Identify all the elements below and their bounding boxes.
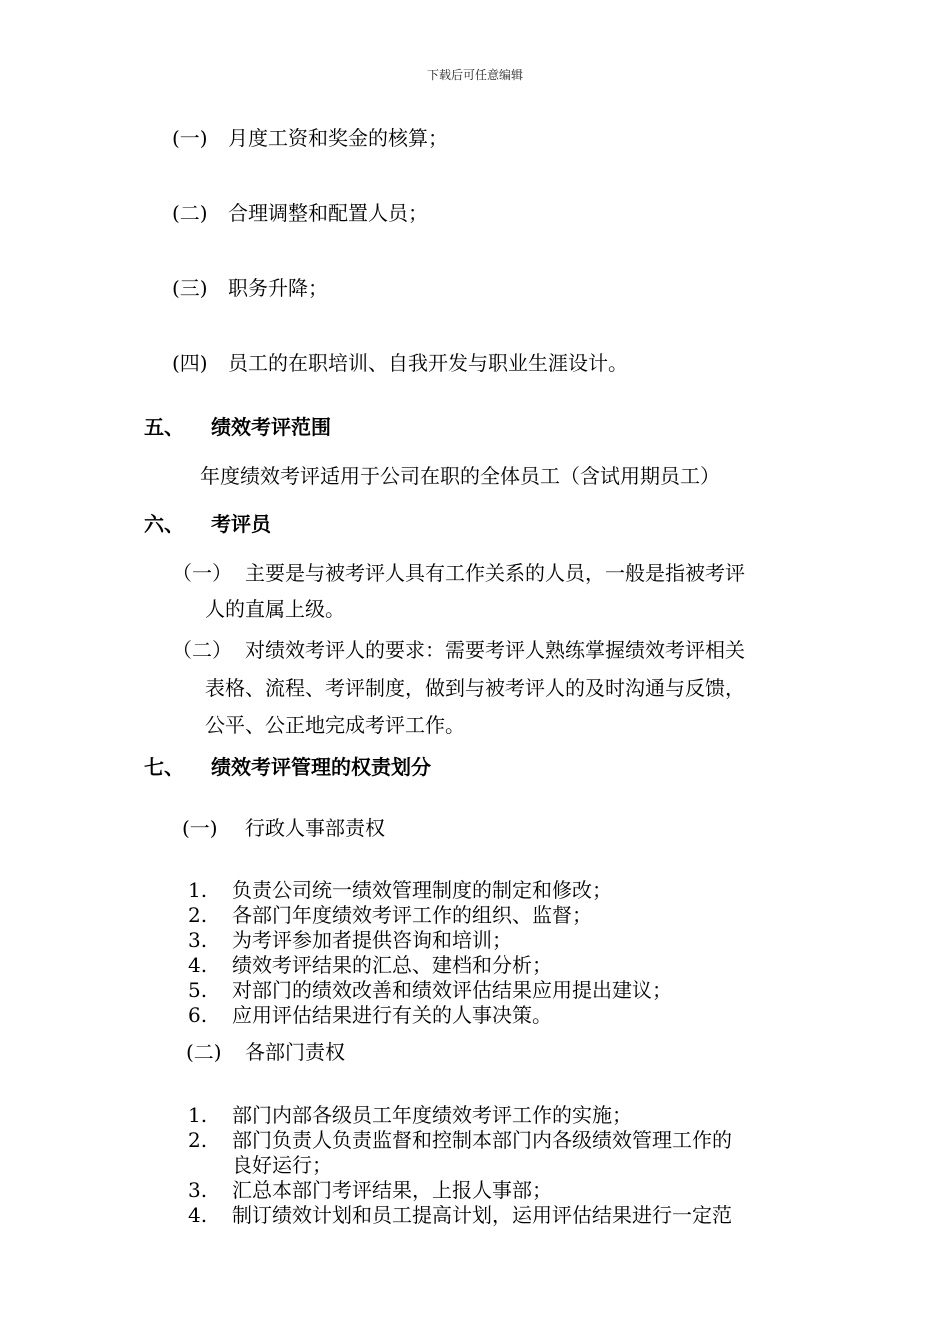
subsection-marker: (二) xyxy=(186,1040,222,1064)
section-number: 五、 xyxy=(144,415,184,439)
item-text: 员工的在职培训、自我开发与职业生涯设计。 xyxy=(227,351,628,375)
subsection-title: 行政人事部责权 xyxy=(245,816,385,840)
item-text: 公平、公正地完成考评工作。 xyxy=(205,713,465,737)
item-number: 5. xyxy=(188,978,208,1002)
item-text: 对部门的绩效改善和绩效评估结果应用提出建议； xyxy=(232,978,672,1002)
item-text: 各部门年度绩效考评工作的组织、监督； xyxy=(232,903,592,927)
numbered-item xyxy=(188,1128,732,1152)
subsection-marker: (一) xyxy=(182,816,218,840)
numbered-item xyxy=(188,978,672,1002)
item-text: 制订绩效计划和员工提高计划，运用评估结果进行一定范 xyxy=(232,1203,732,1227)
item-marker: （一） xyxy=(172,561,232,585)
section-title: 绩效考评范围 xyxy=(211,415,331,439)
item-text: 部门负责人负责监督和控制本部门内各级绩效管理工作的 xyxy=(232,1128,732,1152)
item-text: 为考评参加者提供咨询和培训； xyxy=(232,928,512,952)
numbered-item xyxy=(188,878,612,902)
item-number: 4. xyxy=(188,953,208,977)
item-marker: (四) xyxy=(172,351,208,375)
item-number: 1. xyxy=(188,878,208,902)
list-item xyxy=(172,201,428,225)
item-text: 负责公司统一绩效管理制度的制定和修改； xyxy=(232,878,612,902)
item-text: 应用评估结果进行有关的人事决策。 xyxy=(232,1003,552,1027)
section-title: 绩效考评管理的权责划分 xyxy=(211,755,431,779)
list-item xyxy=(172,126,448,150)
page-header: 下载后可任意编辑 xyxy=(426,68,523,82)
numbered-item xyxy=(188,1203,732,1227)
item-number: 6. xyxy=(188,1003,208,1027)
item-number: 3. xyxy=(188,928,208,952)
section-title: 考评员 xyxy=(211,512,271,536)
item-text-continuation: 良好运行； xyxy=(232,1153,332,1177)
item-text: 月度工资和奖金的核算； xyxy=(227,126,448,150)
item-text: 部门内部各级员工年度绩效考评工作的实施； xyxy=(232,1103,632,1127)
item-marker: (三) xyxy=(172,276,208,300)
numbered-item xyxy=(188,953,552,977)
item-text: 绩效考评结果的汇总、建档和分析； xyxy=(232,953,552,977)
subsection-heading xyxy=(186,1040,345,1064)
numbered-item xyxy=(188,1003,552,1027)
numbered-item xyxy=(188,928,512,952)
section-heading xyxy=(144,415,331,439)
item-number: 4. xyxy=(188,1203,208,1227)
item-text: 表格、流程、考评制度，做到与被考评人的及时沟通与反馈， xyxy=(205,676,745,700)
item-text: 汇总本部门考评结果，上报人事部； xyxy=(232,1178,552,1202)
item-text: 对绩效考评人的要求：需要考评人熟练掌握绩效考评相关 xyxy=(245,638,745,662)
list-item xyxy=(172,351,628,375)
numbered-item xyxy=(188,903,592,927)
item-text: 合理调整和配置人员； xyxy=(227,201,428,225)
item-text: 职务升降； xyxy=(227,276,328,300)
item-marker: (二) xyxy=(172,201,208,225)
item-number: 3. xyxy=(188,1178,208,1202)
item-marker: （二） xyxy=(172,638,232,662)
section-number: 七、 xyxy=(144,755,184,779)
numbered-item xyxy=(188,1103,632,1127)
item-number: 1. xyxy=(188,1103,208,1127)
subsection-heading xyxy=(182,816,385,840)
item-marker: (一) xyxy=(172,126,208,150)
numbered-item xyxy=(188,1178,552,1202)
list-item xyxy=(172,276,328,300)
section-body: 年度绩效考评适用于公司在职的全体员工（含试用期员工） xyxy=(200,464,720,488)
section-number: 六、 xyxy=(144,512,184,536)
item-text: 人的直属上级。 xyxy=(205,597,345,621)
item-number: 2. xyxy=(188,1128,208,1152)
item-text: 主要是与被考评人具有工作关系的人员，一般是指被考评 xyxy=(245,561,745,585)
item-number: 2. xyxy=(188,903,208,927)
section-heading xyxy=(144,512,271,536)
section-heading xyxy=(144,755,431,779)
subsection-title: 各部门责权 xyxy=(245,1040,345,1064)
